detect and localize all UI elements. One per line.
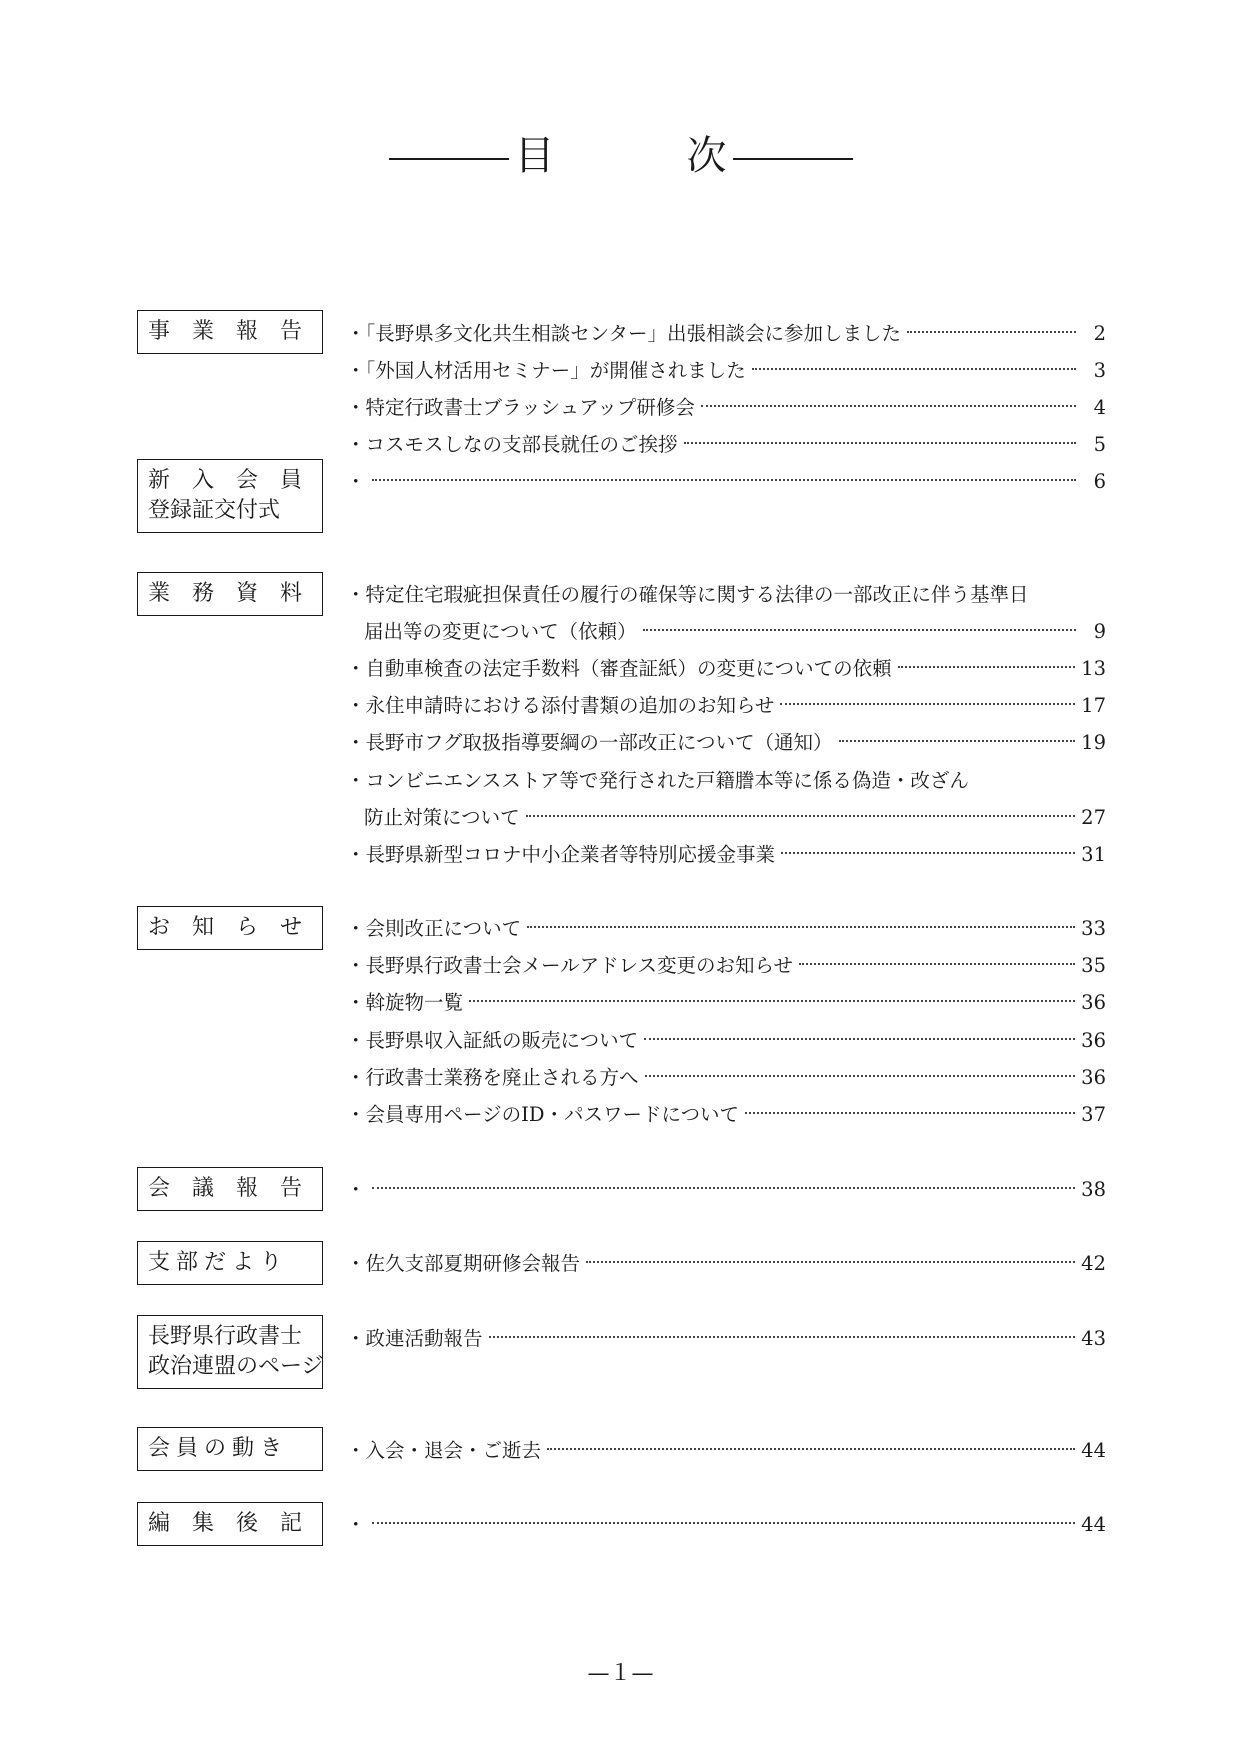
section-label-line: 会員の動き (148, 1436, 289, 1461)
leader-dots (372, 1522, 1076, 1524)
leader-dots (469, 1000, 1075, 1002)
toc-entry-text: ・佐久支部夏期研修会報告 (346, 1252, 581, 1275)
toc-entry-text: ・「長野県多文化共生相談センター」出張相談会に参加しました (346, 322, 901, 345)
toc-entry[interactable] (346, 1025, 1106, 1057)
section-label-business-materials (137, 572, 323, 616)
toc-entry[interactable] (346, 1435, 1106, 1467)
section-label-line: 業 務 資 料 (148, 581, 303, 606)
toc-entry[interactable] (346, 1509, 1106, 1541)
section-label-line: 事 業 報 告 (148, 319, 303, 344)
toc-entry-text: ・自動車検査の法定手数料（審査証紙）の変更についての依頼 (346, 657, 892, 680)
toc-entry-text: ・「外国人材活用セミナー」が開催されました (346, 359, 746, 382)
toc-entry-page: 36 (1081, 1066, 1106, 1089)
toc-entry[interactable] (346, 1062, 1106, 1094)
toc-entry[interactable] (346, 839, 1106, 871)
toc-entry[interactable] (346, 727, 1106, 759)
toc-entry[interactable] (346, 355, 1106, 387)
leader-dots (527, 926, 1075, 928)
title-char-left: 目 (514, 133, 555, 179)
leader-dots (489, 1336, 1076, 1338)
leader-dots (780, 703, 1075, 705)
toc-entry-text: ・斡旋物一覧 (346, 991, 464, 1014)
leader-dots (907, 331, 1076, 333)
leader-dots (839, 740, 1076, 742)
section-label-line: お 知 ら せ (148, 915, 303, 940)
toc-entry-page: 38 (1081, 1178, 1106, 1201)
toc-entry-page: 9 (1093, 620, 1106, 643)
toc-entry-page: 19 (1081, 731, 1106, 754)
toc-entry[interactable] (346, 318, 1106, 350)
toc-entry[interactable] (346, 690, 1106, 722)
toc-entry[interactable] (346, 1174, 1106, 1206)
section-label-new-members (137, 459, 323, 533)
toc-entry-page: 36 (1081, 1029, 1106, 1052)
title-rule-left (389, 158, 509, 160)
toc-entry-page: 3 (1093, 359, 1106, 382)
section-label-political-league (137, 1315, 323, 1389)
toc-entry[interactable] (346, 392, 1106, 424)
toc-entry-text: ・ (346, 1513, 366, 1536)
leader-dots (644, 1038, 1075, 1040)
toc-entry-page: 35 (1081, 954, 1106, 977)
section-label-line: 長野県行政書士 (148, 1324, 303, 1349)
toc-entry-page: 5 (1093, 433, 1106, 456)
leader-dots (372, 1187, 1076, 1189)
toc-entry-continuation[interactable] (346, 802, 1106, 834)
toc-entry-text: ・会則改正について (346, 917, 522, 940)
toc-entry-text: ・会員専用ページのID・パスワードについて (346, 1103, 740, 1126)
toc-entry-text: ・長野県収入証紙の販売について (346, 1029, 639, 1052)
leader-dots (752, 368, 1076, 370)
title-char-right: 次 (686, 133, 727, 179)
toc-entry[interactable] (346, 987, 1106, 1019)
section-label-line: 政治連盟のページ (148, 1354, 324, 1379)
toc-entry[interactable] (346, 1248, 1106, 1280)
section-label-meeting-report (137, 1167, 323, 1211)
toc-entry-text: ・長野県新型コロナ中小企業者等特別応援金事業 (346, 843, 776, 866)
toc-entry-text: ・長野市フグ取扱指導要綱の一部改正について（通知） (346, 731, 833, 754)
toc-entry-page: 44 (1081, 1513, 1106, 1536)
toc-entry-text: ・長野県行政書士会メールアドレス変更のお知らせ (346, 954, 793, 977)
section-label-line: 編 集 後 記 (148, 1511, 303, 1536)
toc-entry-page: 13 (1081, 657, 1106, 680)
toc-entry[interactable] (346, 1323, 1106, 1355)
toc-entry-page: 27 (1081, 806, 1106, 829)
leader-dots (645, 1075, 1076, 1077)
section-label-line: 登録証交付式 (148, 498, 281, 523)
toc-entry-text: ・行政書士業務を廃止される方へ (346, 1066, 639, 1089)
leader-dots (526, 815, 1076, 817)
page-title (0, 128, 1241, 184)
toc-entry-text: ・特定行政書士ブラッシュアップ研修会 (346, 396, 695, 419)
leader-dots (781, 852, 1075, 854)
toc-entry-page: 6 (1093, 470, 1106, 493)
leader-dots (643, 629, 1076, 631)
section-label-line: 新 入 会 員 (148, 468, 303, 493)
toc-entry[interactable] (346, 950, 1106, 982)
toc-entry-page: 44 (1081, 1439, 1106, 1462)
section-label-branch-news (137, 1241, 323, 1285)
toc-entry-page: 4 (1093, 396, 1106, 419)
toc-entry-text: ・ (346, 470, 366, 493)
toc-entry[interactable] (346, 653, 1106, 685)
leader-dots (898, 666, 1076, 668)
toc-entry-text: ・政連活動報告 (346, 1327, 483, 1350)
leader-dots (586, 1261, 1075, 1263)
toc-entry-text: 届出等の変更について（依頼） (364, 620, 637, 643)
section-label-business-report (137, 310, 323, 354)
toc-entry[interactable] (346, 913, 1106, 945)
section-label-editors-note (137, 1502, 323, 1546)
toc-entry-page: 37 (1081, 1103, 1106, 1126)
page-number: —１— (587, 1661, 654, 1686)
toc-entry-page: 36 (1081, 991, 1106, 1014)
leader-dots (547, 1448, 1075, 1450)
toc-entry-text: ・入会・退会・ご逝去 (346, 1439, 542, 1462)
toc-entry-page: 17 (1081, 694, 1106, 717)
toc-entry-text: ・コスモスしなの支部長就任のご挨拶 (346, 433, 678, 456)
leader-dots (745, 1112, 1075, 1114)
leader-dots (701, 405, 1076, 407)
toc-entry-page: 43 (1081, 1327, 1106, 1350)
section-label-line: 支部だより (148, 1250, 289, 1275)
toc-entry-text: ・コンビニエンスストア等で発行された戸籍謄本等に係る偽造・改ざん (346, 769, 969, 792)
toc-entry-page: 42 (1081, 1252, 1106, 1275)
toc-entry-text: ・永住申請時における添付書類の追加のお知らせ (346, 694, 775, 717)
toc-entry-text: 防止対策について (364, 806, 520, 829)
toc-entry-page: 31 (1081, 843, 1106, 866)
toc-entry[interactable] (346, 429, 1106, 461)
toc-entry-page: 33 (1081, 917, 1106, 940)
toc-entry[interactable] (346, 579, 1106, 611)
toc-entry-text: ・ (346, 1178, 366, 1201)
toc-entry[interactable] (346, 1099, 1106, 1131)
leader-dots (799, 963, 1075, 965)
leader-dots (372, 479, 1076, 481)
leader-dots (684, 442, 1076, 444)
toc-entry[interactable] (346, 765, 1106, 797)
toc-entry-page: 2 (1093, 322, 1106, 345)
title-rule-right (733, 158, 853, 160)
section-label-member-updates (137, 1427, 323, 1471)
toc-entry-continuation[interactable] (346, 616, 1106, 648)
toc-entry-text: ・特定住宅瑕疵担保責任の履行の確保等に関する法律の一部改正に伴う基準日 (346, 583, 1029, 606)
section-label-notices (137, 906, 323, 950)
toc-entry[interactable] (346, 466, 1106, 498)
section-label-line: 会 議 報 告 (148, 1176, 303, 1201)
